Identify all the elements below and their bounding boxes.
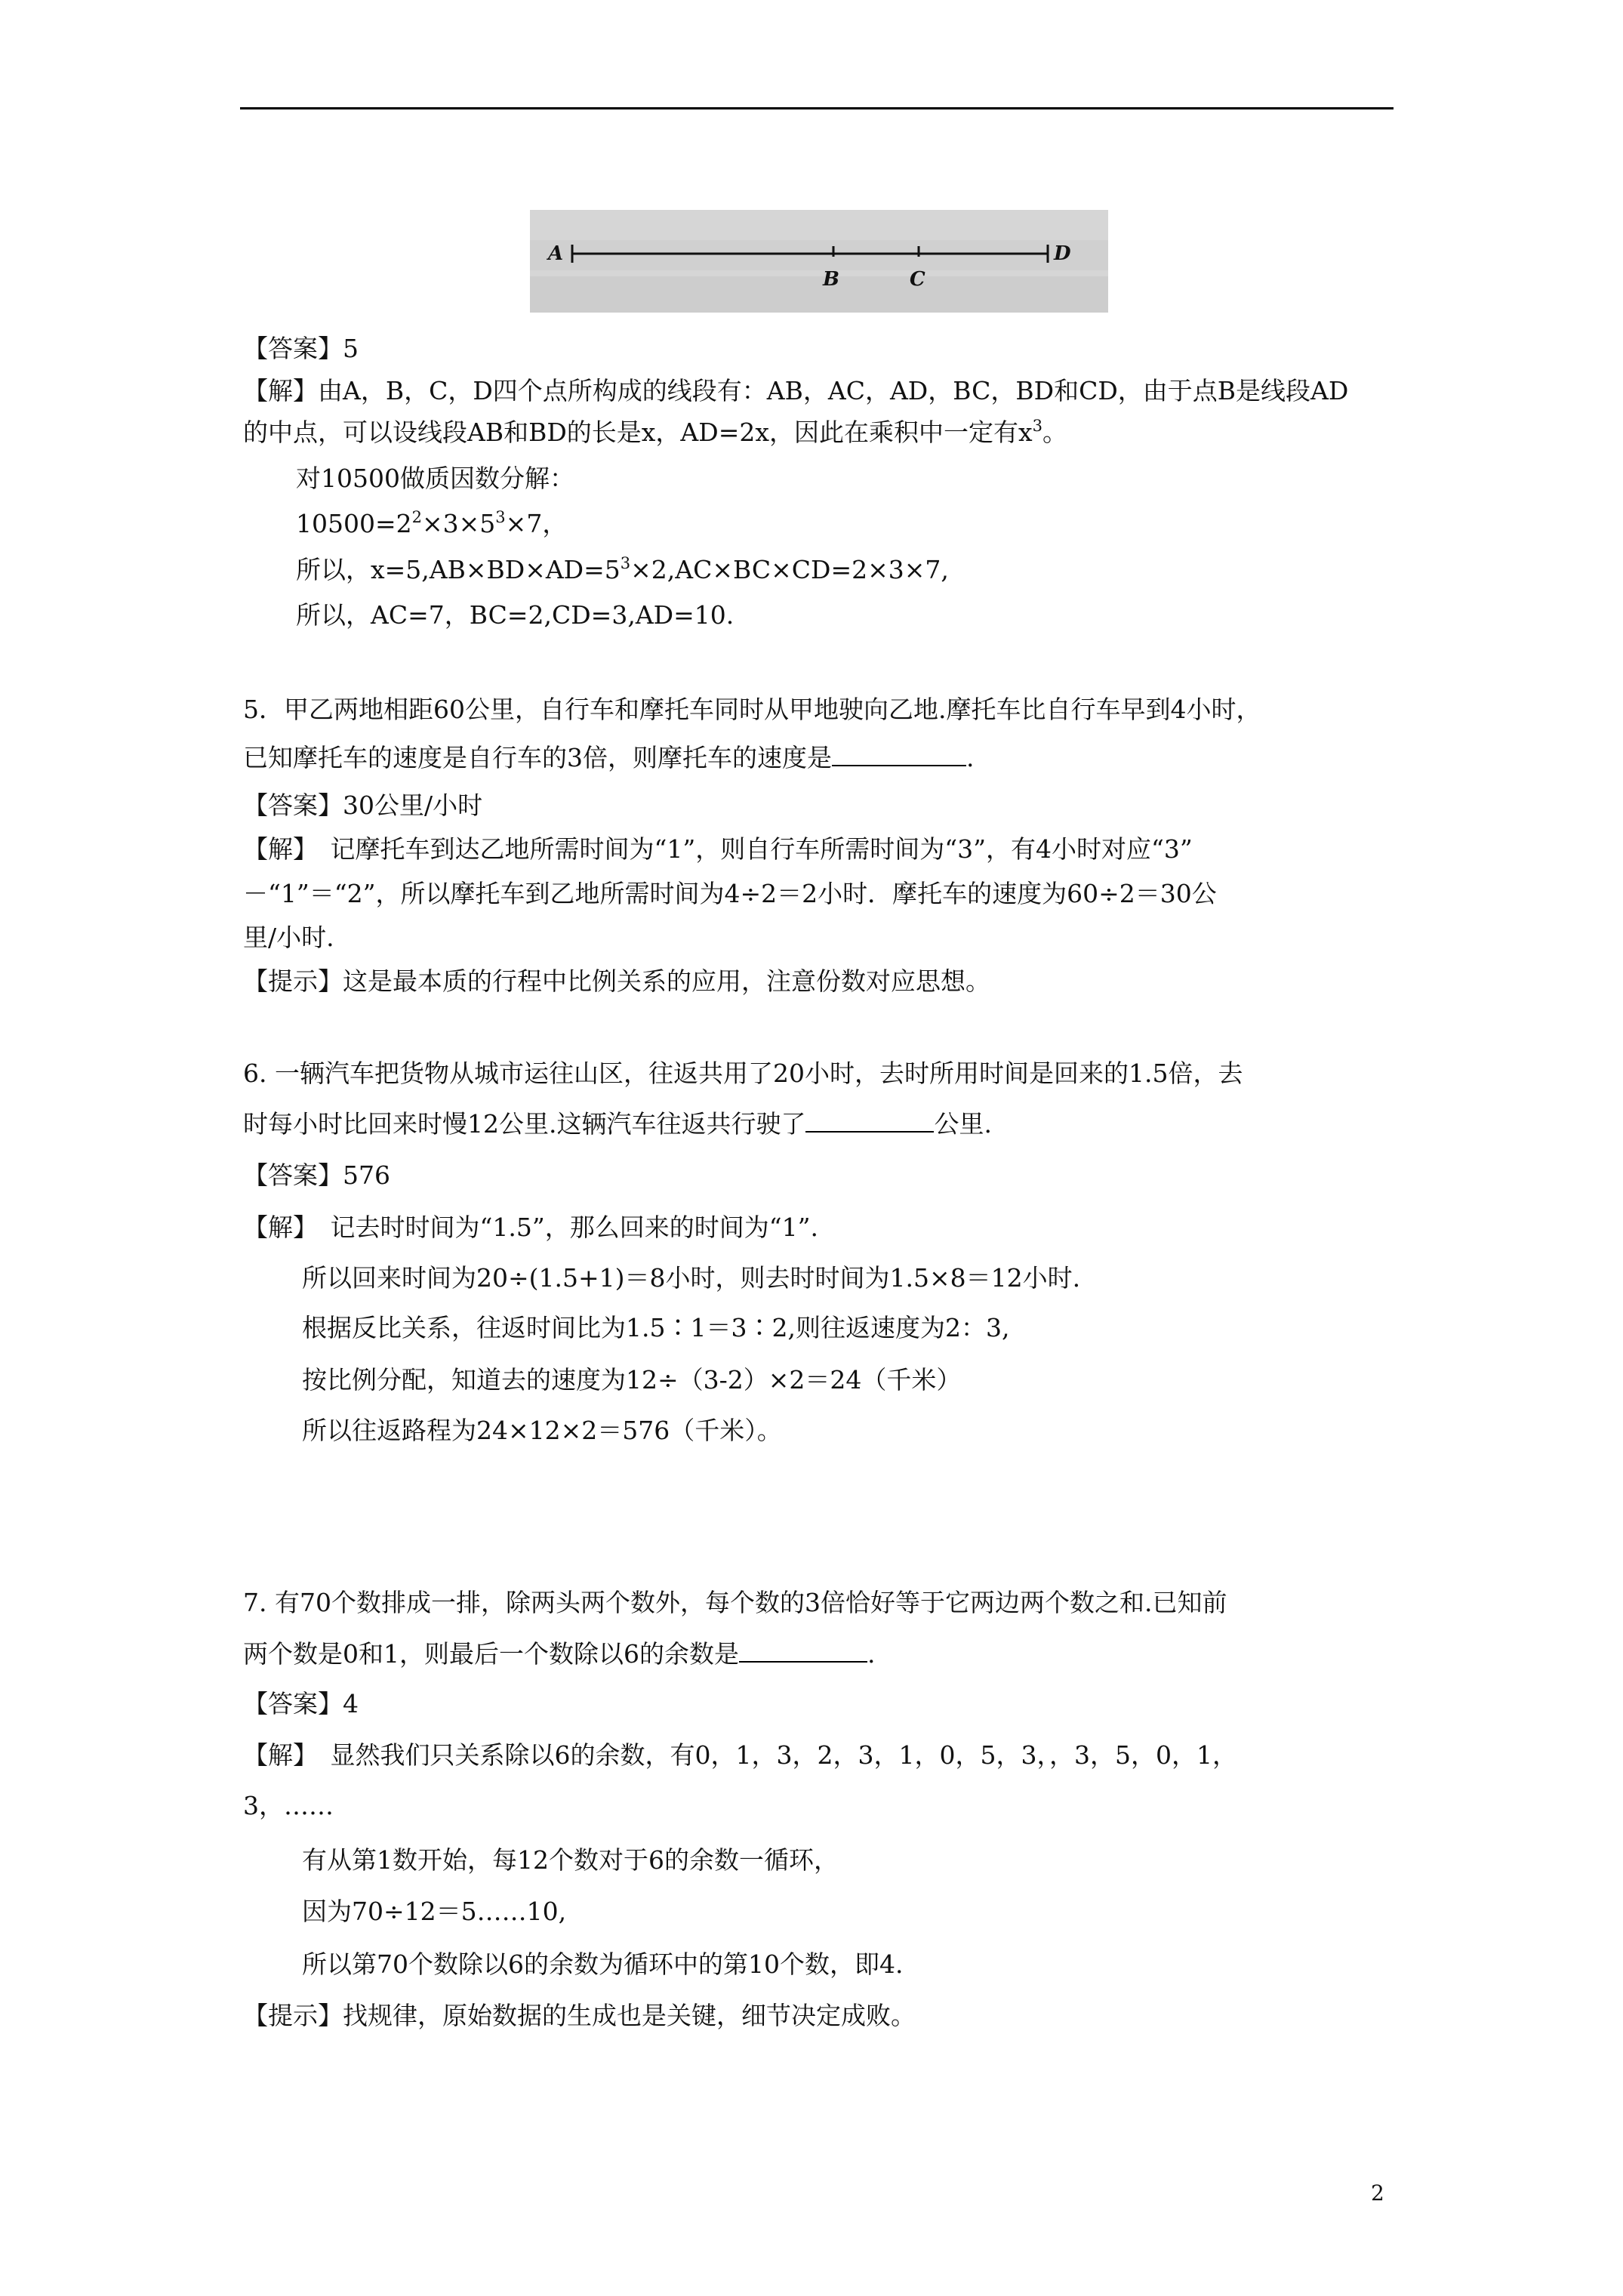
- point-d-label: D: [1054, 242, 1071, 265]
- q4-factorization: $10500=2^2\times 3\times 5^3\times 7$，: [296, 508, 568, 538]
- q6-question-line1: 6. 一辆汽车把货物从城市运往山区，往返共用了20小时，去时所用时间是回来的1.5倍，去: [243, 1059, 1243, 1088]
- q4-conclusion: 所以，AC=7，BC=2,CD=3,AD=10.: [296, 600, 735, 630]
- q5-answer-blank: [832, 742, 966, 766]
- page-number: 2: [1371, 2180, 1384, 2205]
- q7-explanation-line3: 有从第1数开始，每12个数对于6的余数一循环，: [302, 1845, 839, 1875]
- q5-question-line2: 已知摩托车的速度是自行车的3倍，则摩托车的速度是 .: [243, 743, 975, 772]
- q5-explanation-line2: －“1”＝“2”，所以摩托车到乙地所需时间为4÷2＝2小时．摩托车的速度为60÷2＝30公: [243, 879, 1217, 908]
- point-b-label: B: [823, 268, 839, 291]
- q7-hint: 【提示】找规律，原始数据的生成也是关键，细节决定成败。: [243, 2001, 916, 2030]
- q6-explanation-line1: 【解】 记去时时间为“1.5”，那么回来的时间为“1”.: [243, 1213, 818, 1242]
- point-c-label: C: [910, 268, 925, 291]
- q4-products: 所以，$x=5,AB\times BD\times AD=5^3\times 2,AC\times BC\times CD=2\times 3\times 7$,: [296, 554, 949, 584]
- q6-question-line2: 时每小时比回来时慢12公里.这辆汽车往返共行驶了 公里.: [243, 1109, 992, 1139]
- q6-explanation-line5: 所以往返路程为24×12×2＝576（千米）。: [302, 1416, 782, 1445]
- q5-explanation-line3: 里/小时.: [243, 923, 334, 952]
- q7-explanation-line2: 3，……: [243, 1791, 334, 1820]
- q5-hint: 【提示】这是最本质的行程中比例关系的应用，注意份数对应思想。: [243, 966, 990, 996]
- q7-answer-blank: [739, 1638, 867, 1663]
- q5-question-line1: 5．甲乙两地相距60公里，自行车和摩托车同时从甲地驶向乙地.摩托车比自行车早到4小时，: [243, 695, 1261, 724]
- segment-diagram: [530, 210, 1108, 313]
- q7-question-line1: 7. 有70个数排成一排，除两头两个数外，每个数的3倍恰好等于它两边两个数之和.已知前: [243, 1588, 1227, 1617]
- q7-explanation-line5: 所以第70个数除以6的余数为循环中的第10个数，即4.: [302, 1949, 904, 1979]
- point-a-label: A: [548, 242, 564, 265]
- q6-explanation-line4: 按比例分配，知道去的速度为12÷（3-2）×2＝24（千米）: [302, 1365, 962, 1395]
- q4-explanation-line2: 的中点，可以设线段AB和BD的长是x，AD=2x，因此在乘积中一定有$x^3$。: [243, 417, 1067, 447]
- q7-question-line2: 两个数是0和1，则最后一个数除以6的余数是 .: [243, 1639, 876, 1669]
- segment-figure: [530, 210, 1108, 313]
- q7-explanation-line4: 因为70÷12＝5……10,: [302, 1897, 567, 1926]
- q6-explanation-line2: 所以回来时间为20÷(1.5+1)＝8小时，则去时时间为1.5×8＝12小时.: [302, 1263, 1081, 1293]
- q4-factorization-intro: 对10500做质因数分解：: [296, 464, 574, 493]
- header-rule: [240, 107, 1394, 109]
- q5-answer: 【答案】30公里/小时: [243, 791, 483, 820]
- q6-answer-blank: [805, 1108, 934, 1133]
- q4-answer: 【答案】5: [243, 334, 359, 363]
- q4-explanation-line1: 【解】由A，B，C，D四个点所构成的线段有：AB，AC，AD，BC，BD和CD，由于点B是线段AD: [243, 376, 1349, 405]
- q7-explanation-line1: 【解】 显然我们只关系除以6的余数，有0，1，3，2，3，1，0，5，3，，3，5，0，1，: [243, 1740, 1237, 1770]
- q5-explanation-line1: 【解】 记摩托车到达乙地所需时间为“1”，则自行车所需时间为“3”，有4小时对应“3”: [243, 834, 1193, 864]
- q6-answer: 【答案】576: [243, 1160, 390, 1190]
- q6-explanation-line3: 根据反比关系，往返时间比为1.5∶1＝3∶2,则往返速度为2：3,: [302, 1313, 1010, 1342]
- q7-answer: 【答案】4: [243, 1689, 359, 1718]
